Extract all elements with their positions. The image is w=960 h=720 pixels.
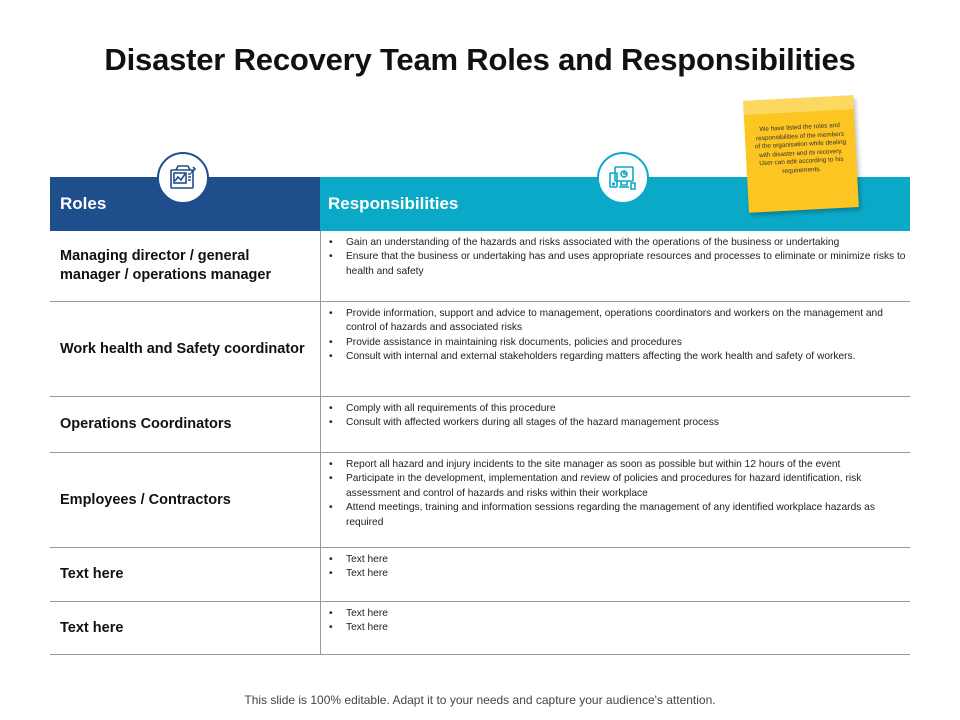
responsibility-list bbox=[327, 607, 907, 636]
responsibility-list bbox=[327, 402, 907, 431]
roles-table bbox=[50, 231, 910, 655]
document-chart-icon bbox=[157, 152, 209, 204]
list-item: • Attend meetings, training and information sessions regarding the management of any identified workplace hazards as required bbox=[327, 501, 907, 530]
list-item: • Gain an understanding of the hazards and risks associated with the operations of the business or undertaking bbox=[327, 236, 907, 250]
list-item: • Consult with internal and external stakeholders regarding matters affecting the work health and safety of workers. bbox=[327, 350, 907, 364]
list-item: • Report all hazard and injury incidents to the site manager as soon as possible but within 12 hours of the event bbox=[327, 458, 907, 472]
table-row bbox=[50, 548, 910, 602]
role-cell: Employees / Contractors bbox=[60, 491, 231, 508]
roles-header: Roles bbox=[50, 177, 320, 231]
list-item: • Text here bbox=[327, 553, 907, 567]
sticky-note bbox=[743, 95, 859, 213]
responsibilities-header: Responsibilities bbox=[320, 177, 910, 231]
role-cell: Text here bbox=[60, 566, 124, 582]
list-item: • Participate in the development, implementation and review of policies and procedures for hazard identification, risk assessment and control of hazards and risks within their workplace bbox=[327, 472, 907, 501]
responsibility-list bbox=[327, 307, 907, 365]
table-row bbox=[50, 231, 910, 302]
role-cell: Work health and Safety coordinator bbox=[60, 340, 305, 357]
list-item: • Text here bbox=[327, 607, 907, 621]
responsibility-list bbox=[327, 236, 907, 279]
table-row bbox=[50, 302, 910, 397]
list-item: • Comply with all requirements of this procedure bbox=[327, 402, 907, 416]
footer-text: This slide is 100% editable. Adapt it to your needs and capture your audience's attention. bbox=[244, 693, 716, 707]
responsibility-list bbox=[327, 458, 907, 530]
role-cell: Text here bbox=[60, 619, 124, 636]
table-row bbox=[50, 397, 910, 453]
computer-devices-icon bbox=[597, 152, 649, 204]
responsibility-list bbox=[327, 553, 907, 582]
sticky-note-text: We have listed the roles and responsibilities of the members of the organisation while dealing with disaster and its recovery. User can edit according to his requirements. bbox=[754, 121, 847, 175]
page-title: Disaster Recovery Team Roles and Responsibilities bbox=[104, 42, 856, 77]
list-item: • Consult with affected workers during all stages of the hazard management process bbox=[327, 416, 907, 430]
list-item: • Provide information, support and advice to management, operations coordinators and workers on the management and control of hazards and associated risks bbox=[327, 307, 907, 336]
role-cell: Managing director / general manager / operations manager bbox=[60, 248, 272, 283]
list-item: • Provide assistance in maintaining risk documents, policies and procedures bbox=[327, 336, 907, 350]
list-item: • Ensure that the business or undertaking has and uses appropriate resources and processes to eliminate or minimize risks to health and safety bbox=[327, 250, 907, 279]
list-item: • Text here bbox=[327, 567, 907, 581]
table-row bbox=[50, 453, 910, 548]
list-item: • Text here bbox=[327, 621, 907, 635]
table-row bbox=[50, 602, 910, 655]
role-cell: Operations Coordinators bbox=[60, 416, 232, 432]
